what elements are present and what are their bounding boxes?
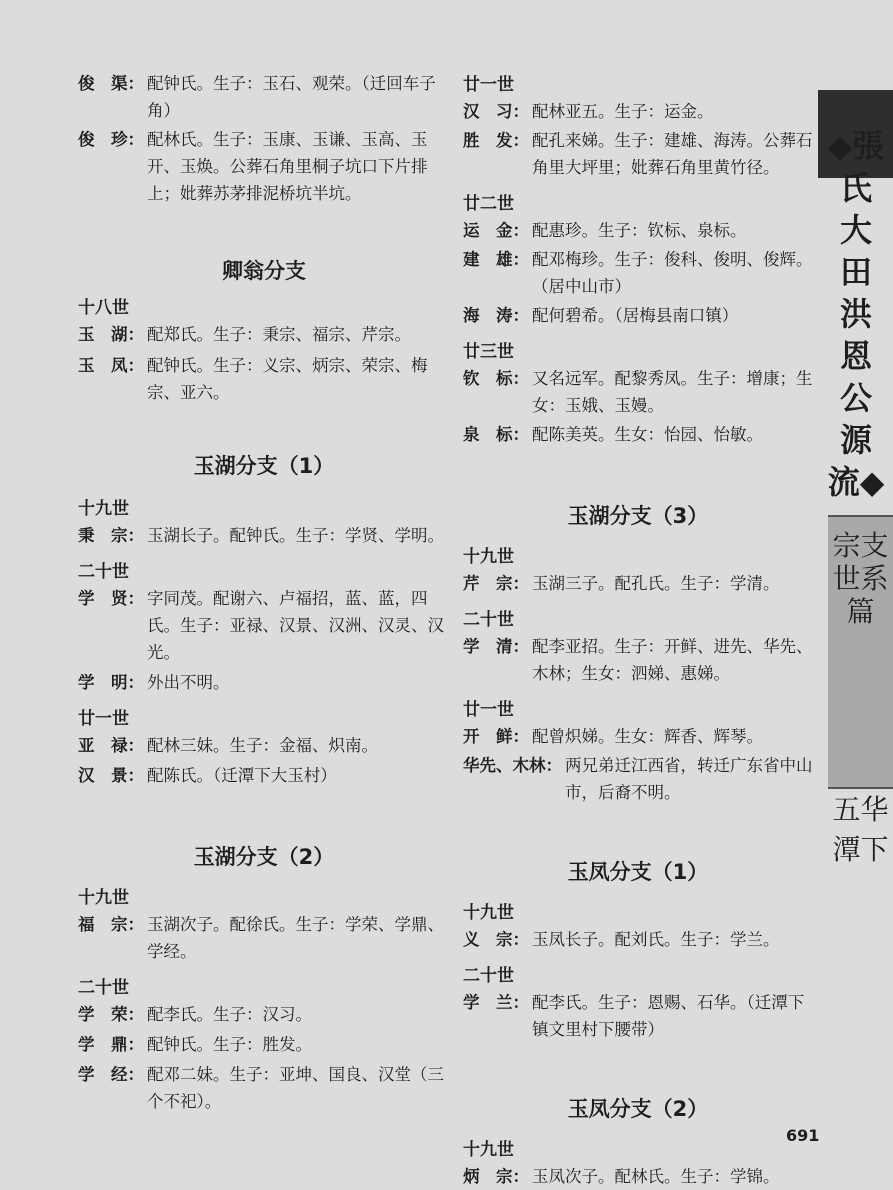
branch-title: 玉湖分支（3） [567, 504, 709, 528]
person-name: 钦 标： [463, 369, 529, 388]
person-name: 海 涛： [463, 306, 529, 325]
generation-label: 二十世 [78, 562, 129, 582]
person-name: 汉 习： [463, 102, 529, 121]
entry [463, 723, 813, 750]
entry [78, 522, 450, 549]
entry [463, 98, 813, 125]
branch-title: 玉凤分支（2） [567, 1097, 709, 1121]
person-desc: 配林亚五。生子：运金。 [532, 102, 714, 121]
entry [463, 421, 813, 448]
entry [463, 989, 813, 1043]
person-name: 建 雄： [463, 250, 529, 269]
entry [463, 217, 813, 244]
generation-label: 十九世 [463, 1140, 514, 1160]
entry [463, 302, 813, 329]
entry [78, 669, 450, 696]
person-desc: 配邓二妹。生子：亚坤、国良、汉堂（三个不祀）。 [147, 1065, 444, 1111]
person-desc: 玉湖长子。配钟氏。生子：学贤、学明。 [147, 526, 444, 545]
person-desc: 两兄弟迁江西省，转迁广东省中山市，后裔不明。 [565, 756, 813, 802]
person-desc: 又名远军。配黎秀凤。生子：增康；生女：玉娥、玉嫚。 [532, 369, 813, 415]
person-name: 开 鲜： [463, 727, 529, 746]
person-name: 学 荣： [78, 1005, 144, 1024]
generation-label: 廿一世 [463, 700, 514, 720]
person-desc: 配何碧希。（居梅县南口镇） [532, 306, 739, 325]
entry [78, 126, 450, 207]
person-name: 俊 渠： [78, 74, 144, 93]
person-name: 玉 湖： [78, 325, 144, 344]
person-name: 芹 宗： [463, 574, 529, 593]
generation-label: 十九世 [463, 547, 514, 567]
person-desc: 字同茂。配谢六、卢福招，蓝、蓝，四氏。生子：亚禄、汉景、汉洲、汉灵、汉光。 [147, 589, 444, 662]
entry [78, 911, 450, 965]
person-desc: 配陈美英。生女：怡园、怡敏。 [532, 425, 763, 444]
person-desc: 配孔来娣。生子：建雄、海涛。公葬石角里大坪里；妣葬石角里黄竹径。 [532, 131, 813, 177]
generation-label: 二十世 [463, 966, 514, 986]
person-desc: 配邓梅珍。生子：俊科、俊明、俊辉。（居中山市） [532, 250, 813, 296]
entry [78, 762, 450, 789]
person-name: 运 金： [463, 221, 529, 240]
person-desc: 配钟氏。生子：胜发。 [147, 1035, 312, 1054]
entry-list [78, 70, 450, 207]
person-desc: 配李亚招。生子：开鲜、进先、华先、木林；生女：泗娣、惠娣。 [532, 637, 813, 683]
person-desc: 玉湖三子。配孔氏。生子：学清。 [532, 574, 780, 593]
person-desc: 配李氏。生子：汉习。 [147, 1005, 312, 1024]
person-desc: 配陈氏。（迁潭下大玉村） [147, 766, 337, 785]
entry [78, 1061, 450, 1115]
branch-title: 玉湖分支（2） [193, 845, 335, 869]
entry [78, 732, 450, 759]
person-desc: 外出不明。 [147, 673, 230, 692]
generation-label: 廿一世 [78, 709, 129, 729]
generation-label: 十九世 [78, 888, 129, 908]
book-title [826, 125, 886, 503]
branch-title: 玉凤分支（1） [567, 860, 709, 884]
generation-label: 十九世 [78, 499, 129, 519]
person-name: 学 兰： [463, 993, 529, 1012]
person-desc: 配曾炽娣。生女：辉香、辉琴。 [532, 727, 763, 746]
entry [78, 1031, 450, 1058]
entry [463, 752, 813, 806]
person-name: 汉 景： [78, 766, 144, 785]
person-name: 学 清： [463, 637, 529, 656]
entry [78, 70, 450, 124]
person-name: 玉 凤： [78, 356, 144, 375]
left-column [78, 70, 450, 1115]
person-desc: 配林三妹。生子：金福、炽南。 [147, 736, 378, 755]
entry [463, 127, 813, 181]
person-name: 胜 发： [463, 131, 529, 150]
entry [463, 570, 813, 597]
person-desc: 配林氏。生子：玉康、玉谦、玉高、玉开、玉焕。公葬石角里桐子坑口下片排上；妣葬苏茅排泥桥坑半坑。 [147, 130, 428, 203]
person-name: 福 宗： [78, 915, 144, 934]
generation-label: 廿一世 [463, 75, 514, 95]
entry [463, 926, 813, 953]
person-name: 义 宗： [463, 930, 529, 949]
place-name: 五华潭下 [832, 793, 889, 866]
person-name: 炳 宗： [463, 1167, 529, 1186]
generation-label: 十九世 [463, 903, 514, 923]
person-name: 华先、木林： [463, 756, 562, 775]
person-name: 俊 珍： [78, 130, 144, 149]
person-name: 泉 标： [463, 425, 529, 444]
right-column [463, 70, 813, 1190]
generation-label: 廿二世 [463, 194, 514, 214]
branch-title: 玉湖分支（1） [193, 454, 335, 478]
entry [463, 1163, 813, 1190]
entry [78, 352, 450, 406]
person-desc: 配郑氏。生子：秉宗、福宗、芹宗。 [147, 325, 411, 344]
book-title-text: ◆張氏大田洪恩公源流◆ [827, 127, 885, 501]
person-desc: 配钟氏。生子：义宗、炳宗、荣宗、梅宗、亚六。 [147, 356, 428, 402]
generation-label: 二十世 [78, 978, 129, 998]
entry [463, 633, 813, 687]
person-name: 学 鼎： [78, 1035, 144, 1054]
sidebar [818, 60, 893, 1140]
person-name: 秉 宗： [78, 526, 144, 545]
person-desc: 玉湖次子。配徐氏。生子：学荣、学鼎、学经。 [147, 915, 444, 961]
person-desc: 配惠珍。生子：钦标、泉标。 [532, 221, 747, 240]
person-desc: 玉凤次子。配林氏。生子：学锦。 [532, 1167, 780, 1186]
generation-label: 二十世 [463, 610, 514, 630]
person-desc: 玉凤长子。配刘氏。生子：学兰。 [532, 930, 780, 949]
page-number: 691 [786, 1126, 820, 1145]
person-name: 学 贤： [78, 589, 144, 608]
person-name: 亚 禄： [78, 736, 144, 755]
generation-label: 十八世 [78, 298, 129, 318]
entry [463, 365, 813, 419]
person-desc: 配钟氏。生子：玉石、观荣。（迁回车子角） [147, 74, 436, 120]
branch-title: 卿翁分支 [222, 259, 306, 283]
section-tab [828, 515, 893, 789]
entry [78, 321, 450, 348]
person-name: 学 明： [78, 673, 144, 692]
entry [463, 246, 813, 300]
entry [78, 1001, 450, 1028]
person-desc: 配李氏。生子：恩赐、石华。（迁潭下镇文里村下腰带） [532, 993, 805, 1039]
entry [78, 585, 450, 666]
section-name: 宗支世系篇 [832, 529, 889, 628]
generation-label: 廿三世 [463, 342, 514, 362]
person-name: 学 经： [78, 1065, 144, 1084]
